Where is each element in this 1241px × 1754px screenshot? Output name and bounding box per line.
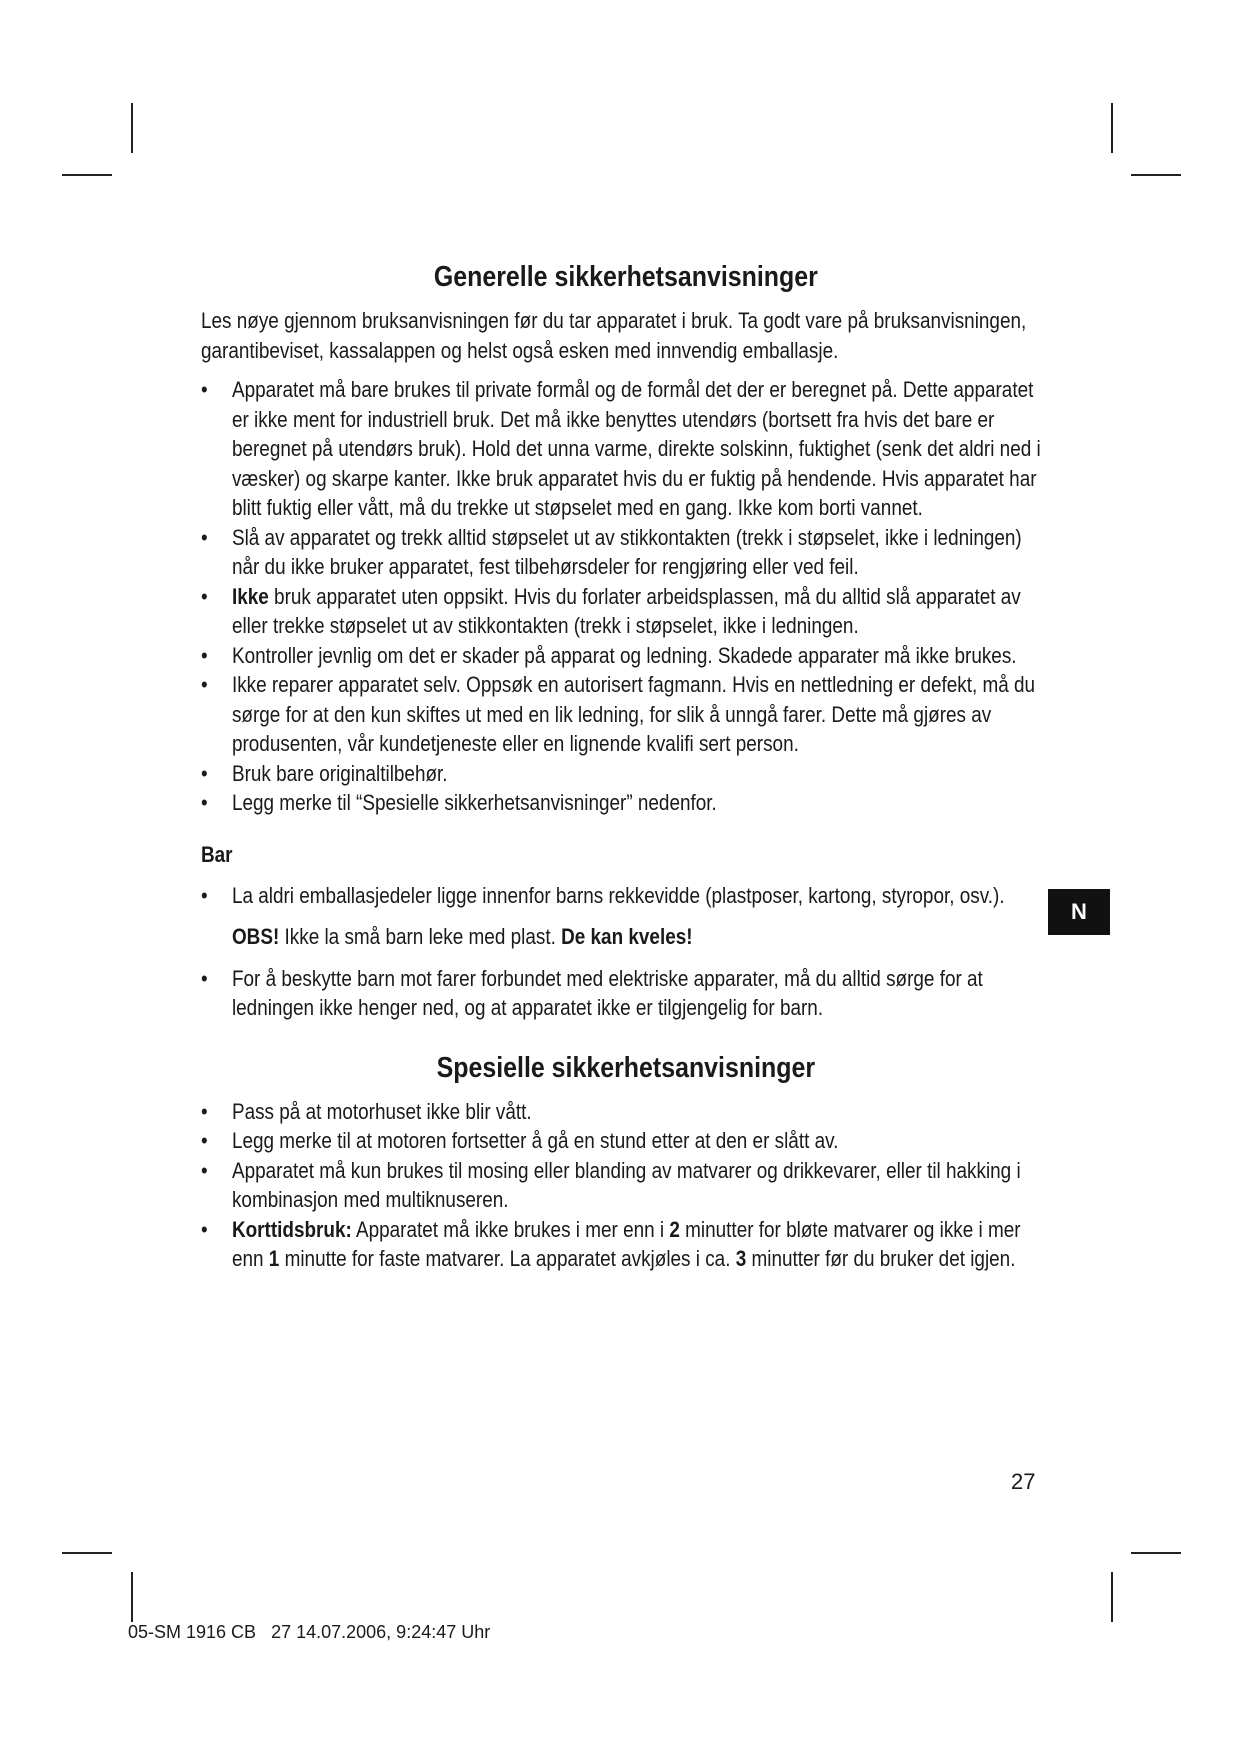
list-item: • Legg merke til at motoren fortsetter å gå en stund etter at den er slått av. <box>201 1126 1051 1156</box>
list-item: • Pass på at motorhuset ikke blir vått. <box>201 1097 1051 1127</box>
intro-paragraph: Les nøye gjennom bruksanvisningen før du tar apparatet i bruk. Ta godt vare på bruksanvisningen, garantibeviset, kassalappen og helst også esken med innvendig emballasje. <box>201 308 1027 363</box>
crop-mark-top-left-vertical <box>131 103 133 153</box>
print-footer: 05-SM 1916 CB 27 14.07.2006, 9:24:47 Uhr <box>128 1622 491 1642</box>
list-item: • Legg merke til “Spesielle sikkerhetsanvisninger” nedenfor. <box>201 788 1051 818</box>
special-safety-heading: Spesielle sikkerhetsanvisninger <box>436 1051 816 1084</box>
emphasis-text: Ikke <box>231 583 269 609</box>
special-safety-list <box>201 1097 1051 1274</box>
list-item: • Ikke reparer apparatet selv. Oppsøk en autorisert fagmann. Hvis en nettledning er defekt, må du sørge for at den kun skiftes ut med en lik ledning, for slik å unngå farer. Dette må gjøres av produsenten, vår kundetjeneste eller en lignende kvalifi sert person. <box>201 670 1051 759</box>
list-item: • Apparatet må kun brukes til mosing eller blanding av matvarer og drikkevarer, eller til hakking i kombinasjon med multiknuseren. <box>201 1156 1051 1215</box>
list-item: • Korttidsbruk: Apparatet må ikke brukes i mer enn i 2 minutter for bløte matvarer og ikke i mer enn 1 minutte for faste matvarer. La apparatet avkjøles i ca. 3 minutter før du bruker det igjen. <box>201 1215 1051 1274</box>
children-heading: Bar <box>201 841 233 867</box>
general-safety-list <box>201 375 1051 818</box>
crop-mark-bottom-left-vertical <box>131 1572 133 1622</box>
list-item: • Ikke bruk apparatet uten oppsikt. Hvis du forlater arbeidsplassen, må du alltid slå apparatet av eller trekke støpselet ut av stikkontakten (trekk i støpselet, ikke i ledningen. <box>201 582 1051 641</box>
list-item: • For å beskytte barn mot farer forbundet med elektriske apparater, må du alltid sørge for at ledningen ikke henger ned, og at apparatet ikke er tilgjengelig for barn. <box>201 964 1051 1023</box>
language-badge: N <box>1048 889 1110 935</box>
document-body <box>201 258 1041 1274</box>
crop-mark-bottom-right-horizontal <box>1131 1552 1181 1554</box>
children-list-2 <box>201 964 1051 1023</box>
obs-label: OBS! <box>231 924 280 949</box>
list-item: • La aldri emballasjedeler ligge innenfor barns rekkevidde (plastposer, kartong, styropor, osv.). <box>201 881 1051 911</box>
page-number: 27 <box>1011 1469 1036 1494</box>
children-list <box>201 881 1051 911</box>
crop-mark-top-right-vertical <box>1111 103 1113 153</box>
crop-mark-top-left-horizontal <box>62 174 112 176</box>
general-safety-heading: Generelle sikkerhetsanvisninger <box>433 261 818 293</box>
list-item: • Bruk bare originaltilbehør. <box>201 759 1051 789</box>
list-item: • Kontroller jevnlig om det er skader på apparat og ledning. Skadede apparater må ikke brukes. <box>201 641 1051 671</box>
crop-mark-bottom-left-horizontal <box>62 1552 112 1554</box>
content-column <box>201 258 1051 1274</box>
obs-emphasis: De kan kveles! <box>561 924 693 949</box>
crop-mark-bottom-right-vertical <box>1111 1572 1113 1622</box>
obs-warning: OBS! Ikke la små barn leke med plast. De kan kveles! <box>231 924 693 949</box>
short-term-label: Korttidsbruk: <box>231 1216 352 1242</box>
list-item: • Apparatet må bare brukes til private formål og de formål det der er beregnet på. Dette apparatet er ikke ment for industriell bruk. Det må ikke benyttes utendørs (bortsett fra hvis det bare er beregnet på utendørs bruk). Hold det unna varme, direkte solskinn, fuktighet (senk det aldri ned i væsker) og skarpe kanter. Ikke bruk apparatet hvis du er fuktig på hendende. Hvis apparatet har blitt fuktig eller vått, må du trekke ut støpselet med en gang. Ikke kom borti vannet. <box>201 375 1051 523</box>
crop-mark-top-right-horizontal <box>1131 174 1181 176</box>
list-item: • Slå av apparatet og trekk alltid støpselet ut av stikkontakten (trekk i støpselet, ikke i ledningen) når du ikke bruker apparatet, fest tilbehørsdeler for rengjøring eller ved feil. <box>201 523 1051 582</box>
